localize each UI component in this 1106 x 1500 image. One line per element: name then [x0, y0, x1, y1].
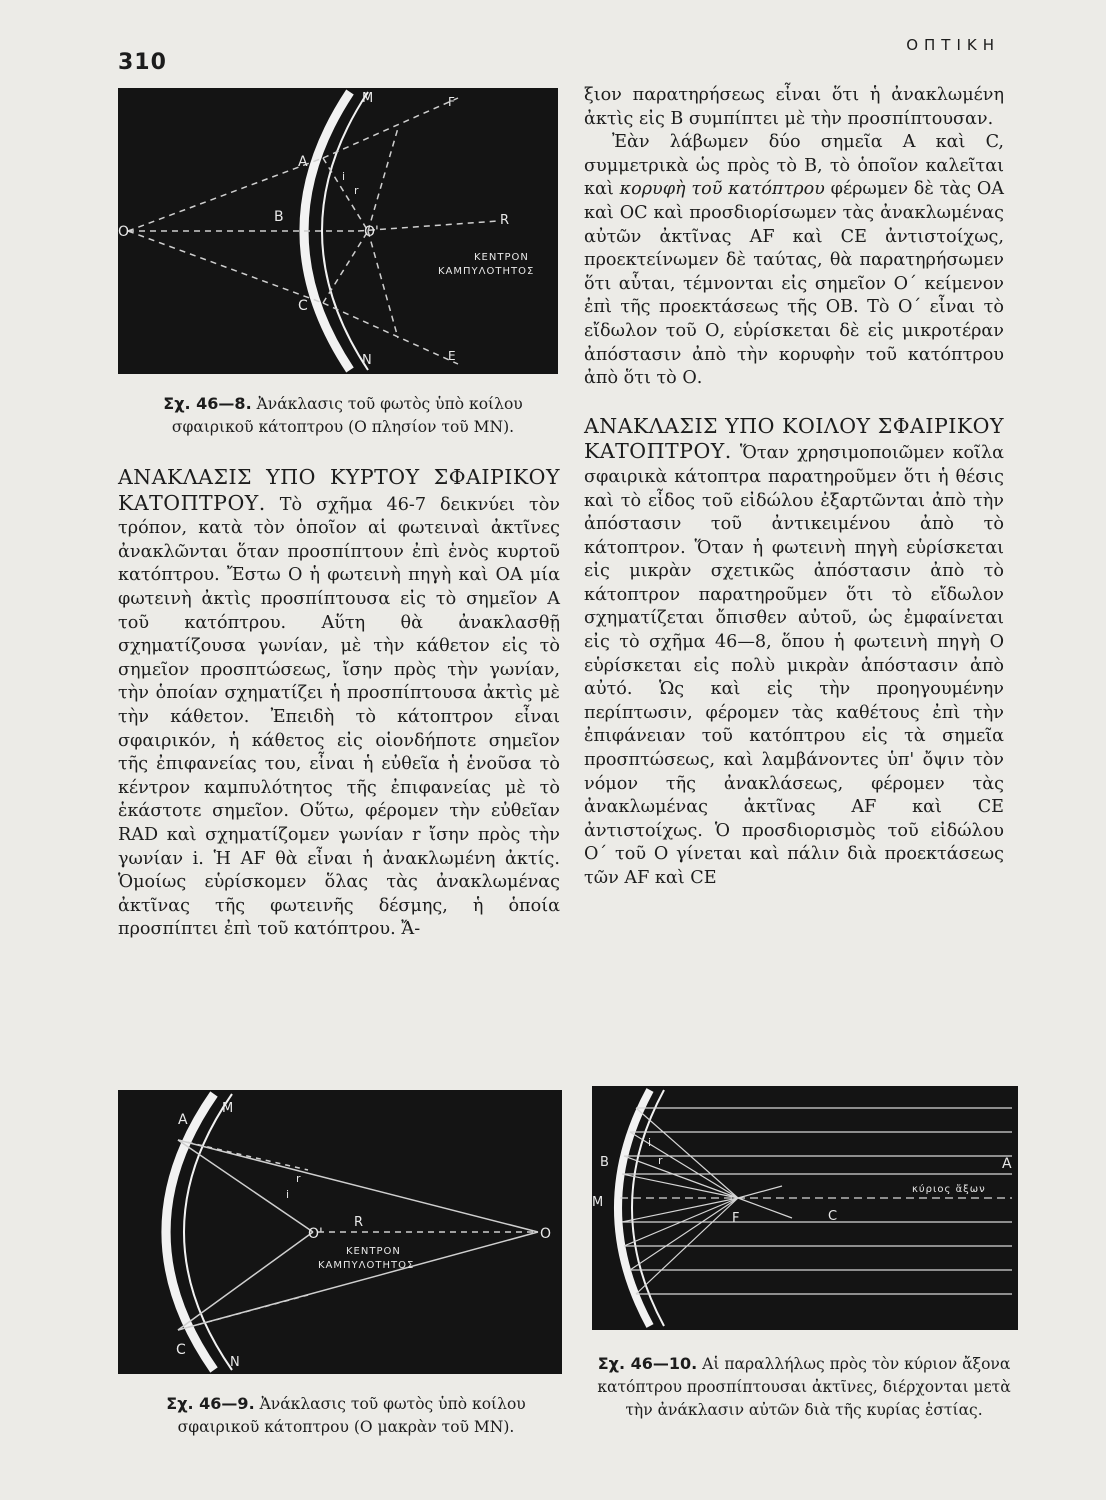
label-a: A	[1002, 1156, 1012, 1172]
caption-text: Αἱ παραλλήλως πρὸς τὸν κύριον ἄξονα κατόπτρου προσπίπτουσαι ἀκτῖνες, διέρχονται μετὰ τὴν ἀνάκλασιν αὐτῶν διὰ τῆς κυρίας ἑστίας.	[597, 1355, 1011, 1419]
label-o-prime: O'	[364, 224, 379, 240]
caption-text: Ἀνάκλασις τοῦ φωτὸς ὑπὸ κοίλου σφαιρικοῦ κάτοπτρου (Ο μακρὰν τοῦ ΜΝ).	[177, 1395, 526, 1436]
label-n: N	[230, 1355, 240, 1370]
figure-46-8-diagram	[118, 88, 558, 374]
figure-46-8	[118, 88, 558, 374]
label-f: F	[732, 1211, 740, 1226]
caption-label: Σχ. 46—8.	[163, 394, 252, 413]
section-heading-concave: ΑΝΑΚΛΑΣΙΣ ΥΠΟ ΚΟΙΛΟΥ ΣΦΑΙΡΙΚΟΥ ΚΑΤΟΠΤΡΟΥ.	[584, 413, 1004, 464]
label-c: C	[828, 1209, 838, 1224]
paragraph-continuation: ξιον παρατηρήσεως εἶναι ὅτι ἡ ἀνακλωμένη ἀκτὶς εἰς Β συμπίπτει μὲ τὴν προσπίπτουσαν.	[584, 85, 1004, 129]
label-e: E	[448, 349, 456, 363]
label-b: B	[274, 209, 284, 225]
label-r-small: r	[658, 1154, 663, 1167]
figure-46-10	[592, 1086, 1018, 1330]
paragraph-convex: Τὸ σχῆμα 46-7 δεικνύει τὸν τρόπον, κατὰ τὸν ὁποῖον αἱ φωτειναὶ ἀκτῖνες ἀνακλῶνται ὅταν προσπίπτουν ἐπὶ ἑνὸς κυρτοῦ κατόπτρου. Ἔστω Ο ἡ φωτεινὴ πηγὴ καὶ ΟΑ μία φωτεινὴ ἀκτὶς προσπίπτουσα εἰς τὸ σημεῖον Α τοῦ κατόπτρου. Αὕτη θὰ ἀνακλασθῇ σχηματίζουσα γωνίαν, μὲ τὴν κάθετον εἰς τὸ σημεῖον προσπτώσεως, ἴσην πρὸς τὴν γωνίαν, τὴν ὁποίαν σχηματίζει ἡ προσπίπτουσα ἀκτὶς μὲ τὴν κάθετον. Ἐπειδὴ τὸ κάτοπτρον εἶναι σφαιρικόν, ἡ κάθετος εἰς οἱονδήποτε σημεῖον τῆς ἐπιφανείας του, εἶναι ἡ εὐθεῖα ἡ ἑνοῦσα τὸ κέντρον καμπυλότητος τῆς ἐπιφανείας μὲ τὸ ἑκάστοτε σημεῖον. Οὕτω, φέρομεν τὴν εὐθεῖαν RAD καὶ σχηματίζομεν γωνίαν r ἴσην πρὸς τὴν γωνίαν i. Ἡ AF θὰ εἶναι ἡ ἀνακλωμένη ἀκτίς. Ὁμοίως εὑρίσκομεν ὅλας τὰς ἀνακλωμένας ἀκτῖνας τῆς φωτεινῆς δέσμης, ἡ ὁποία προσπίπτει ἐπὶ τοῦ κατόπτρου. Ἄ-	[118, 494, 561, 940]
caption-label: Σχ. 46—10.	[597, 1354, 698, 1373]
label-i: i	[648, 1136, 652, 1149]
label-i: i	[342, 170, 346, 183]
label-a: A	[178, 1112, 188, 1128]
label-center-line1: ΚΕΝΤΡΟΝ	[474, 252, 529, 263]
figure-46-10-diagram	[592, 1086, 1018, 1330]
label-center-line2: ΚΑΜΠΥΛΟΤΗΤΟΣ	[318, 1260, 415, 1271]
figure-46-9-diagram	[118, 1090, 562, 1374]
label-m: M	[592, 1195, 604, 1210]
caption-46-10	[590, 1352, 1018, 1422]
paragraph-concave: Ὅταν χρησιμοποιῶμεν κοῖλα σφαιρικὰ κάτοπτρα παρατηροῦμεν ὅτι ἡ θέσις καὶ τὸ εἶδος τοῦ εἰδώλου ἐξαρτῶνται ἀπὸ τὴν ἀπόστασιν τοῦ ἀντικειμένου ἀπὸ τὸ κάτοπτρον. Ὅταν ἡ φωτεινὴ πηγὴ εὑρίσκεται εἰς μικρὰν σχετικῶς ἀπόστασιν ἀπὸ τὸ κάτοπτρον παρατηροῦμεν ὅτι τὸ εἴδωλον σχηματίζεται ὄπισθεν αὐτοῦ, ὡς ἐμφαίνεται εἰς τὸ σχῆμα 46—8, ὅπου ἡ φωτεινὴ πηγὴ Ο εὑρίσκεται εἰς πολὺ μικρὰν ἀπόστασιν ἀπὸ αὐτό. Ὡς καὶ εἰς τὴν προηγουμένην περίπτωσιν, φέρομεν τὰς καθέτους ἐπὶ τὴν ἐπιφάνειαν τοῦ κατόπτρου εἰς τὰ σημεῖα προσπτώσεως, καὶ λαμβάνοντες ὑπ' ὄψιν τὸν νόμον τῆς ἀνακλάσεως, φέρομεν τὰς ἀνακλωμένας ἀκτῖνας AF καὶ CE ἀντιστοίχως. Ὁ προσδιορισμὸς τοῦ εἰδώλου Ο΄ τοῦ Ο γίνεται καὶ πάλιν διὰ προεκτάσεως τῶν AF καὶ CE	[584, 443, 1004, 888]
label-r-small: r	[296, 1172, 301, 1185]
label-o: O	[540, 1226, 552, 1242]
section-heading-convex: ΑΝΑΚΛΑΣΙΣ ΥΠΟ ΚΥΡΤΟΥ ΣΦΑΙΡΙΚΟΥ ΚΑΤΟΠΤΡΟΥ.	[118, 465, 560, 515]
caption-label: Σχ. 46—9.	[166, 1394, 255, 1413]
caption-text: Ἀνάκλασις τοῦ φωτὸς ὑπὸ κοίλου σφαιρικοῦ κάτοπτρου (Ο πλησίον τοῦ ΜΝ).	[171, 395, 523, 436]
label-c: C	[298, 298, 308, 314]
label-r: R	[354, 1215, 364, 1230]
figure-46-9	[118, 1090, 562, 1374]
paragraph-symmetric-points: Ἐὰν λάβωμεν δύο σημεῖα Α καὶ C, συμμετρικὰ ὡς πρὸς τὸ Β, τὸ ὁποῖον καλεῖται καὶ κορυφὴ τοῦ κατόπτρου φέρωμεν δὲ τὰς ΟΑ καὶ ΟC καὶ προσδιορίσωμεν τὰς ἀνακλωμένας αὐτῶν ἀκτῖνας AF καὶ CE ἀντιστοίχως, προεκτείνωμεν δὲ ταύτας, θὰ παρατηρήσωμεν ὅτι αὗται, τέμνονται εἰς σημεῖον Ο΄ κείμενον ἐπὶ τῆς προεκτάσεως τῆς ΟΒ. Τὸ Ο΄ εἶναι τὸ εἴδωλον τοῦ Ο, εὑρίσκεται δὲ εἰς μικροτέραν ἀπόστασιν ἀπὸ τὴν κορυφὴν τοῦ κατόπτρου ἀπὸ ὅτι τὸ Ο.	[584, 132, 1004, 389]
label-b: B	[600, 1155, 609, 1170]
caption-46-8	[130, 392, 556, 439]
left-column	[118, 466, 560, 942]
label-m: M	[222, 1101, 234, 1116]
label-center-line1: ΚΕΝΤΡΟΝ	[346, 1246, 401, 1257]
label-r: R	[500, 213, 510, 228]
page-number: 310	[118, 50, 167, 75]
right-column	[584, 84, 1004, 891]
label-center-line2: ΚΑΜΠΥΛΟΤΗΤΟΣ	[438, 266, 535, 277]
running-head: ΟΠΤΙΚΗ	[906, 36, 1000, 54]
label-c: C	[176, 1342, 186, 1358]
label-principal-axis: κύριος ἄξων	[912, 1184, 986, 1195]
label-f: F	[448, 95, 455, 109]
label-r-small: r	[354, 184, 359, 197]
label-o: O	[118, 224, 130, 240]
label-m: M	[362, 91, 374, 106]
label-o-prime: O'	[308, 1226, 323, 1242]
label-n: N	[362, 353, 372, 368]
label-i: i	[286, 1188, 290, 1201]
caption-46-9	[130, 1392, 562, 1439]
concave-mirror	[618, 1090, 650, 1326]
term-mirror-vertex: κορυφὴ τοῦ κατόπτρου	[619, 179, 825, 200]
label-a: A	[298, 154, 308, 170]
